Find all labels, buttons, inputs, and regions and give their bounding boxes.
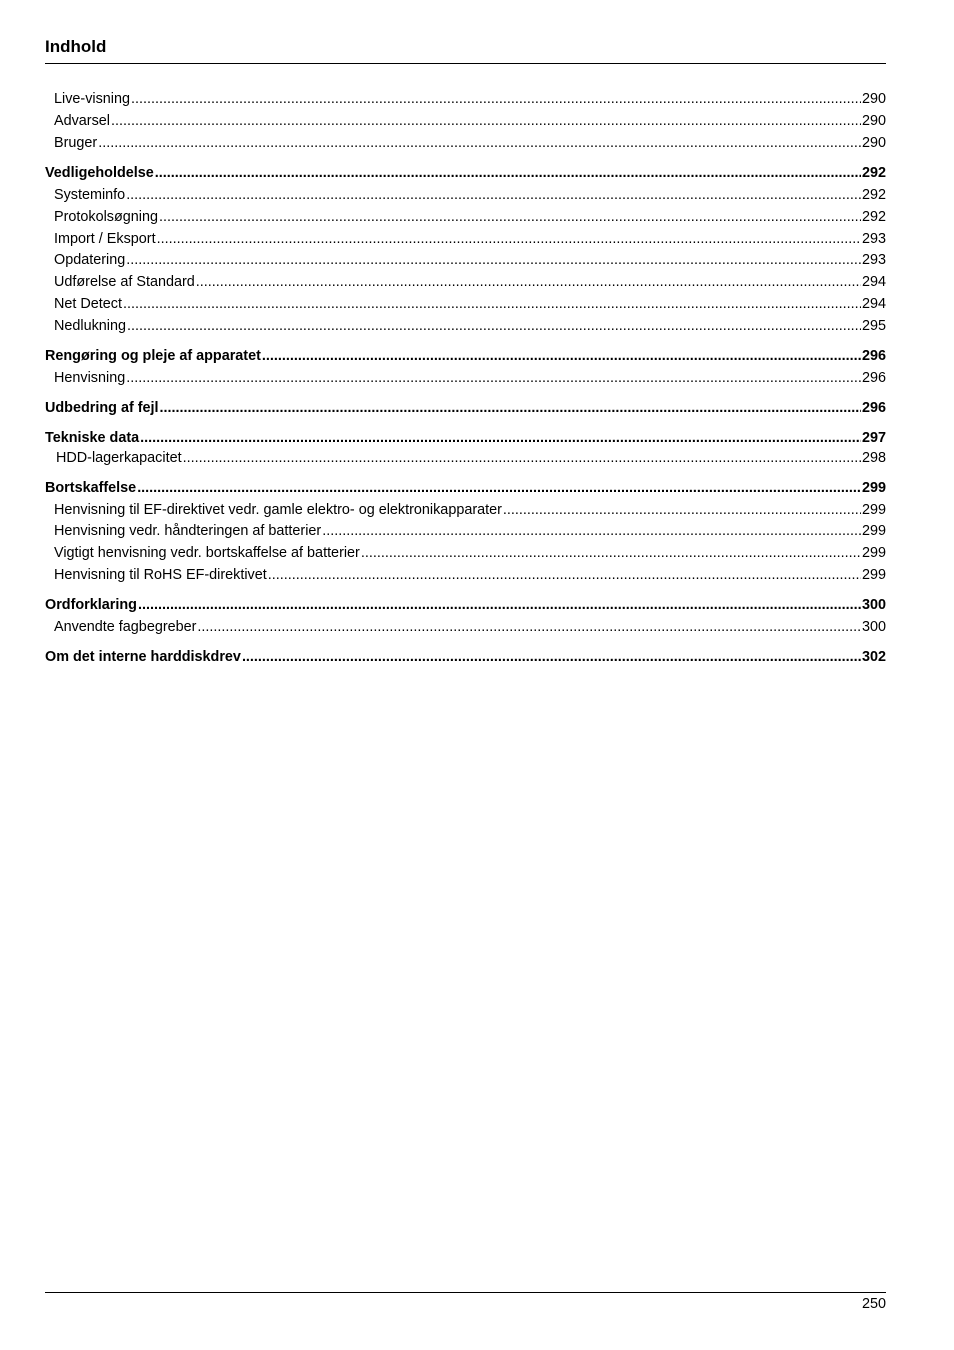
toc-entry-title: Systeminfo: [54, 187, 126, 203]
toc-entry-page: 295: [861, 318, 886, 334]
toc-entry-title: Nedlukning: [54, 318, 127, 334]
toc-entry[interactable]: [45, 566, 886, 584]
toc-entry-page: 296: [861, 400, 886, 416]
toc-entry[interactable]: [45, 501, 886, 519]
toc-entry[interactable]: [45, 544, 886, 562]
toc-entry-title: Anvendte fagbegreber: [54, 619, 197, 635]
toc-entry[interactable]: [45, 618, 886, 636]
toc-entry-title: Udførelse af Standard: [54, 274, 195, 290]
toc-entry-title: Tekniske data: [45, 430, 140, 446]
toc-entry-page: 292: [861, 209, 886, 225]
toc-entry-page: 300: [861, 619, 886, 635]
toc-chapter[interactable]: [45, 164, 886, 182]
toc-leader: [111, 112, 861, 130]
toc-entry-page: 296: [861, 370, 886, 386]
toc-entry-page: 296: [861, 348, 886, 364]
toc-entry-title: Net Detect: [54, 296, 122, 312]
toc-leader: [268, 566, 861, 584]
toc-entry-page: 290: [861, 135, 886, 151]
toc-entry-page: 299: [861, 567, 886, 583]
toc-entry-page: 299: [861, 480, 886, 496]
toc-chapter[interactable]: [45, 648, 886, 666]
toc-entry-title: Protokolsøgning: [54, 209, 158, 225]
toc-entry[interactable]: [45, 369, 886, 387]
toc-entry-title: Ordforklaring: [45, 597, 137, 613]
toc-leader: [131, 90, 861, 108]
toc-entry[interactable]: [45, 251, 886, 269]
toc-entry-title: Udbedring af fejl: [45, 400, 159, 416]
page-number: 250: [861, 1296, 886, 1312]
toc-entry-title: HDD-lagerkapacitet: [56, 450, 182, 466]
toc-chapter[interactable]: [45, 429, 886, 447]
toc-chapter[interactable]: [45, 399, 886, 417]
toc-entry-page: 297: [861, 430, 886, 446]
toc-leader: [242, 648, 861, 666]
toc-entry-title: Vigtigt henvisning vedr. bortskaffelse af batterier: [54, 545, 360, 561]
toc-entry[interactable]: [45, 295, 886, 313]
toc-leader: [126, 369, 861, 387]
toc-entry-title: Vedligeholdelse: [45, 165, 154, 181]
toc-leader: [126, 186, 861, 204]
toc-entry-page: 299: [861, 502, 886, 518]
toc-entry-title: Henvisning: [54, 370, 126, 386]
page-header: [45, 36, 886, 64]
toc-leader: [137, 479, 861, 497]
toc-leader: [159, 208, 861, 226]
toc-entry[interactable]: [45, 273, 886, 291]
toc-entry-page: 293: [861, 231, 886, 247]
toc-leader: [322, 522, 861, 540]
toc-leader: [157, 230, 861, 248]
toc-entry[interactable]: [45, 317, 886, 335]
page-title: Indhold: [45, 37, 107, 56]
toc-entry-page: 293: [861, 252, 886, 268]
toc-entry-page: 300: [861, 597, 886, 613]
toc-entry-page: 290: [861, 91, 886, 107]
toc-entry-page: 299: [861, 523, 886, 539]
toc-entry-title: Advarsel: [54, 113, 110, 129]
toc-entry-title: Henvisning til RoHS EF-direktivet: [54, 567, 267, 583]
toc-entry-title: Opdatering: [54, 252, 126, 268]
toc-entry-page: 290: [861, 113, 886, 129]
toc-entry-page: 292: [861, 165, 886, 181]
toc-leader: [361, 544, 861, 562]
toc-entry-title: Bortskaffelse: [45, 480, 137, 496]
toc-entry-title: Bruger: [54, 135, 98, 151]
toc-leader: [140, 429, 861, 447]
toc-leader: [262, 347, 861, 365]
toc-entry[interactable]: [45, 230, 886, 248]
toc-leader: [138, 596, 861, 614]
toc-entry[interactable]: [45, 449, 886, 467]
toc-entry-page: 302: [861, 649, 886, 665]
toc-entry-page: 298: [861, 450, 886, 466]
toc-entry-title: Henvisning til EF-direktivet vedr. gamle elektro- og elektronikapparater: [54, 502, 502, 518]
toc-leader: [123, 295, 861, 313]
toc-chapter[interactable]: [45, 596, 886, 614]
toc-leader: [183, 449, 861, 467]
toc-entry-page: 294: [861, 274, 886, 290]
toc-chapter[interactable]: [45, 347, 886, 365]
toc-entry[interactable]: [45, 208, 886, 226]
toc-entry-title: Live-visning: [54, 91, 130, 107]
toc-entry-title: Rengøring og pleje af apparatet: [45, 348, 261, 364]
toc-entry[interactable]: [45, 112, 886, 130]
toc-entry-page: 292: [861, 187, 886, 203]
toc-entry-title: Henvisning vedr. håndteringen af batterier: [54, 523, 322, 539]
toc-chapter[interactable]: [45, 479, 886, 497]
toc-leader: [127, 317, 861, 335]
toc-entry[interactable]: [45, 186, 886, 204]
toc-entry[interactable]: [45, 90, 886, 108]
toc-entry[interactable]: [45, 134, 886, 152]
toc-leader: [197, 618, 861, 636]
toc-leader: [126, 251, 861, 269]
toc-entry-page: 299: [861, 545, 886, 561]
toc-leader: [503, 501, 861, 519]
toc-entry-title: Om det interne harddiskdrev: [45, 649, 241, 665]
toc-leader: [98, 134, 861, 152]
toc-entry-page: 294: [861, 296, 886, 312]
toc-leader: [196, 273, 861, 291]
toc-entry-title: Import / Eksport: [54, 231, 156, 247]
toc-leader: [155, 164, 861, 182]
toc-leader: [160, 399, 861, 417]
page-footer: [45, 1292, 886, 1312]
toc-entry[interactable]: [45, 522, 886, 540]
